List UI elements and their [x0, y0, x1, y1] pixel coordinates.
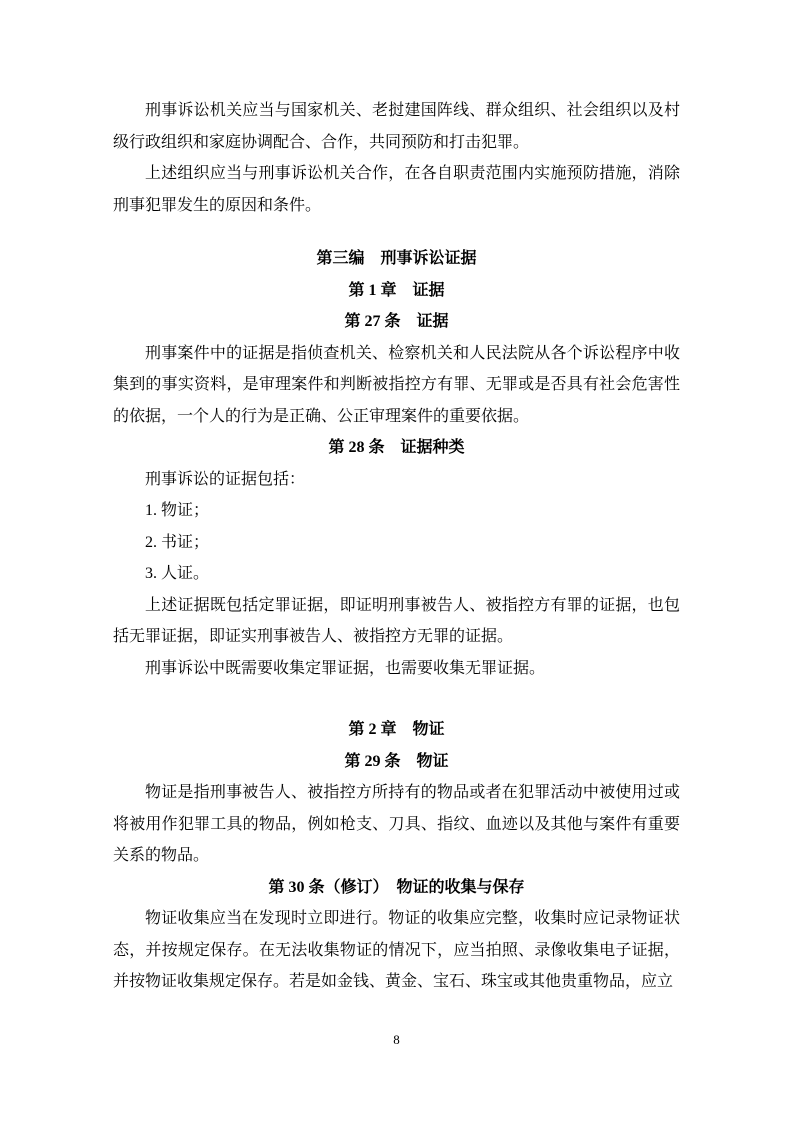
chapter2-heading: 第 2 章 物证: [348, 721, 445, 738]
article27-heading: 第 27 条 证据: [344, 313, 449, 330]
article28-intro-line: 刑事诉讼的证据包括：: [145, 470, 306, 488]
article29-heading: 第 29 条 物证: [344, 752, 449, 770]
list-item-evidence-type-3: 3. 人证。: [145, 565, 210, 582]
article27-paragraph: 刑事案件中的证据是指侦查机关、检察机关和人民法院从各个诉讼程序中收集到的事实资料，是审理案件和判断被指控方有罪、无罪或是否具有社会危害性的依据，一个人的行为是正确、公正审理案件的重要依据。: [113, 344, 680, 425]
list-item-evidence-type-2: 2. 书证；: [145, 533, 210, 551]
list-item-evidence-type-1: 1. 物证；: [145, 502, 210, 519]
part3-heading: 第三编 刑事诉讼证据: [316, 250, 477, 267]
chapter1-heading: 第 1 章 证据: [348, 281, 445, 299]
paragraph-crime-prevention-1: 刑事诉讼机关应当与国家机关、老挝建国阵线、群众组织、社会组织以及村级行政组织和家庭协调配合、合作，共同预防和打击犯罪。: [113, 102, 680, 151]
article28-paragraph-1: 上述证据既包括定罪证据，即证明刑事被告人、被指控方有罪的证据，也包括无罪证据，即证实刑事被告人、被指控方无罪的证据。: [113, 596, 680, 645]
page-number: 8: [393, 1032, 400, 1047]
article28-paragraph-2: 刑事诉讼中既需要收集定罪证据，也需要收集无罪证据。: [145, 659, 546, 677]
paragraph-crime-prevention-2: 上述组织应当与刑事诉讼机关合作，在各自职责范围内实施预防措施，消除刑事犯罪发生的原因和条件。: [113, 165, 680, 214]
article30-paragraph: 物证收集应当在发现时立即进行。物证的收集应完整，收集时应记录物证状态，并按规定保存。在无法收集物证的情况下，应当拍照、录像收集电子证据，并按物证收集规定保存。若是如金钱、黄金、宝石、珠宝或其他贵重物品，应立: [113, 910, 680, 990]
article30-heading: 第 30 条（修订） 物证的收集与保存: [268, 878, 525, 896]
article29-paragraph: 物证是指刑事被告人、被指控方所持有的物品或者在犯罪活动中被使用过或将被用作犯罪工具的物品，例如枪支、刀具、指纹、血迹以及其他与案件有重要关系的物品。: [113, 784, 680, 864]
article28-heading: 第 28 条 证据种类: [328, 439, 465, 456]
